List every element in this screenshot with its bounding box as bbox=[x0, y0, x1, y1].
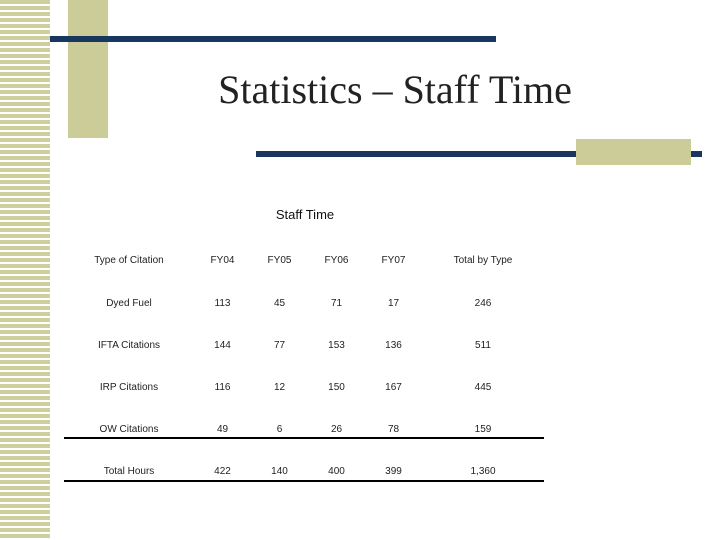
staff-time-table bbox=[64, 238, 544, 492]
table-cell: 136 bbox=[385, 339, 402, 351]
table-cell: 422 bbox=[214, 465, 231, 477]
table-bottom-line bbox=[64, 480, 544, 482]
table-cell: 153 bbox=[328, 339, 345, 351]
table-cell: 77 bbox=[273, 339, 286, 351]
header-fy06: FY06 bbox=[324, 254, 349, 266]
header-fy07: FY07 bbox=[381, 254, 406, 266]
row-label: Dyed Fuel bbox=[106, 297, 152, 309]
slide-title: Statistics – Staff Time bbox=[218, 67, 572, 112]
table-cell: 49 bbox=[216, 423, 229, 435]
table-row bbox=[64, 408, 544, 450]
decorative-block-top-left bbox=[68, 0, 108, 138]
table-cell: 167 bbox=[385, 381, 402, 393]
table-divider-line bbox=[64, 437, 544, 439]
row-label: IRP Citations bbox=[99, 381, 159, 393]
header-fy05: FY05 bbox=[267, 254, 292, 266]
decorative-block-right bbox=[576, 139, 691, 165]
table-row bbox=[64, 324, 544, 366]
table-cell-total: 246 bbox=[474, 297, 492, 309]
table-cell: 140 bbox=[271, 465, 288, 477]
table-cell: 113 bbox=[214, 297, 231, 309]
row-label: OW Citations bbox=[99, 423, 159, 435]
table-cell: 400 bbox=[328, 465, 345, 477]
table-cell: 116 bbox=[214, 381, 231, 393]
table-cell: 78 bbox=[387, 423, 400, 435]
header-fy04: FY04 bbox=[210, 254, 235, 266]
table-row bbox=[64, 282, 544, 324]
table-cell: 399 bbox=[385, 465, 402, 477]
table-cell-total: 445 bbox=[474, 381, 492, 393]
table-cell: 6 bbox=[276, 423, 283, 435]
table-cell: 71 bbox=[330, 297, 343, 309]
table-cell: 17 bbox=[387, 297, 400, 309]
decorative-bar-top bbox=[50, 36, 496, 42]
table-cell: 144 bbox=[214, 339, 231, 351]
table-cell: 45 bbox=[273, 297, 286, 309]
table-cell-total: 1,360 bbox=[470, 465, 496, 477]
table-cell: 12 bbox=[273, 381, 286, 393]
table-cell-total: 159 bbox=[474, 423, 492, 435]
table-cell: 26 bbox=[330, 423, 343, 435]
decorative-stripes bbox=[0, 0, 50, 540]
table-title: Staff Time bbox=[275, 207, 335, 222]
table-cell: 150 bbox=[328, 381, 345, 393]
header-total-by-type: Total by Type bbox=[453, 254, 513, 266]
table-row bbox=[64, 366, 544, 408]
header-type-of-citation: Type of Citation bbox=[94, 254, 164, 266]
row-label: IFTA Citations bbox=[97, 339, 161, 351]
table-row-totals bbox=[64, 450, 544, 492]
row-label: Total Hours bbox=[103, 465, 155, 477]
table-cell-total: 511 bbox=[475, 339, 491, 351]
table-header-row bbox=[64, 238, 544, 282]
